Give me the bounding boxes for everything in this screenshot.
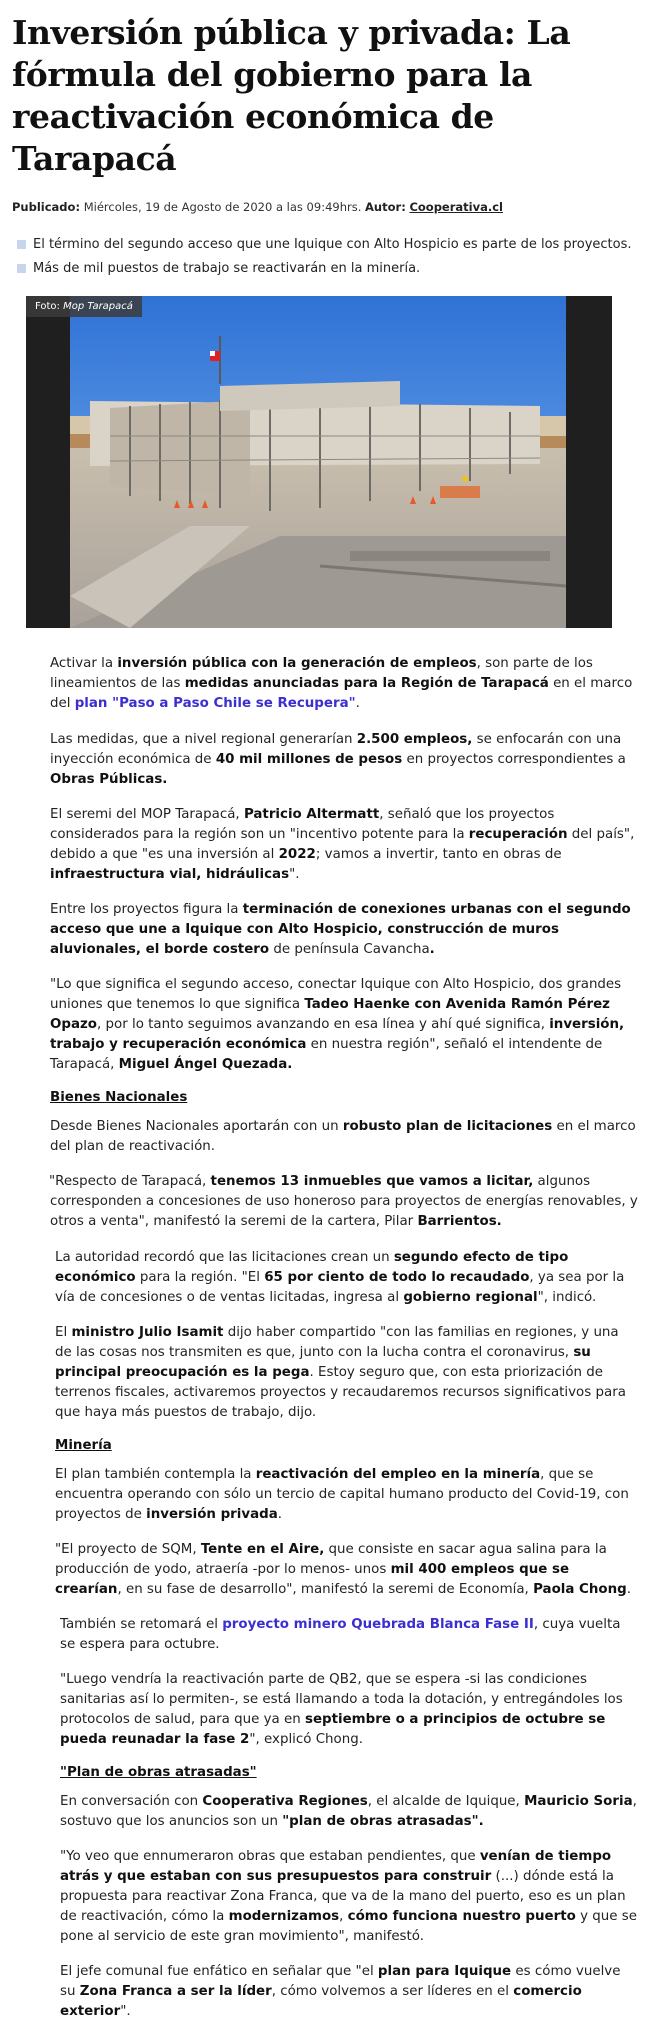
photo-credit-source: Mop Tarapacá [63, 301, 133, 312]
byline [0, 180, 652, 214]
section-heading-obras: "Plan de obras atrasadas" [60, 1765, 257, 1780]
author-link[interactable]: Cooperativa.cl [409, 200, 503, 214]
paragraph: "Lo que significa el segundo acceso, conectar Iquique con Alto Hospicio, dos grandes uniones que tenemos lo que significa Tadeo Haenke con Avenida Ramón Pérez Opazo, por lo tanto seguimos avanzando en esa línea y ahí qué significa, inversión, trabajo y recuperación económica en nuestra región", señaló el intendente de Tarapacá, Miguel Ángel Quezada. [50, 977, 625, 1072]
paragraph: En conversación con Cooperativa Regiones, el alcalde de Iquique, Mauricio Soria, sostuvo que los anuncios son un "plan de obras atrasadas". [60, 1794, 637, 1829]
paragraph: También se retomará el proyecto minero Quebrada Blanca Fase II, cuya vuelta se espera para octubre. [60, 1617, 621, 1652]
paragraph: Desde Bienes Nacionales aportarán con un robusto plan de licitaciones en el marco del plan de reactivación. [50, 1119, 636, 1154]
construction-photo [70, 296, 566, 628]
paragraph: "Luego vendría la reactivación parte de QB2, que se espera -si las condiciones sanitarias así lo permiten-, se está llamando a toda la dotación, y entregándoles los protocolos de salud, para que ya en septiembre o a principios de octubre se pueda reunadar la fase 2", explicó Chong. [60, 1672, 623, 1747]
paragraph: La autoridad recordó que las licitaciones crean un segundo efecto de tipo económico para la región. "El 65 por ciento de todo lo recaudado, ya sea por la vía de concesiones o de ventas licitadas, ingresa al gobierno regional", indicó. [55, 1250, 625, 1305]
article-body [0, 628, 652, 2022]
photo-credit-label: Foto: [35, 301, 60, 312]
paragraph: El plan también contempla la reactivación del empleo en la minería, que se encuentra operando con sólo un tercio de capital humano producto del Covid-19, con proyectos de inversión privada. [55, 1467, 629, 1522]
paragraph: "El proyecto de SQM, Tente en el Aire, que consiste en sacar agua salina para la producción de yodo, atraería -por lo menos- unos mil 400 empleos que se crearían, en su fase de desarrollo", manifestó la seremi de Economía, Paola Chong. [55, 1542, 631, 1597]
summary-list [0, 214, 652, 277]
summary-item: El término del segundo acceso que une Iquique con Alto Hospicio es parte de los proyectos. [15, 237, 632, 253]
construction-site-image [70, 296, 566, 628]
author-label: Autor: [365, 200, 406, 214]
article-title: Inversión pública y privada: La fórmula del gobierno para la reactivación económica de Tarapacá [12, 13, 571, 178]
paragraph: El ministro Julio Isamit dijo haber compartido "con las familias en regiones, y una de las cosas nos transmiten es que, junto con la lucha contra el coronavirus, su principal preocupación es la pega. Estoy seguro que, con esta priorización de terrenos fiscales, activaremos proyectos y recaudaremos recursos significativos para que haya más puestos de trabajo, dijo. [55, 1325, 626, 1420]
published-label: Publicado: [12, 200, 81, 214]
photo-credit [26, 296, 142, 317]
paragraph: "Respecto de Tarapacá, tenemos 13 inmuebles que vamos a licitar, algunos corresponden a concesiones de uso honeroso para proyectos de energías renovables, y otros a venta", manifestó la seremi de la cartera, Pilar Barrientos. [49, 1174, 638, 1229]
paragraph: Las medidas, que a nivel regional generarían 2.500 empleos, se enfocarán con una inyección económica de 40 mil millones de pesos en proyectos correspondientes a Obras Públicas. [50, 732, 626, 787]
plan-link[interactable]: plan "Paso a Paso Chile se Recupera" [74, 696, 356, 711]
paragraph: El jefe comunal fue enfático en señalar que "el plan para Iquique es cómo vuelve su Zona Franca a ser la líder, cómo volvemos a ser líderes en el comercio exterior". [60, 1964, 621, 2019]
paragraph: El seremi del MOP Tarapacá, Patricio Altermatt, señaló que los proyectos considerados para la región son un "incentivo potente para la recuperación del país", debido a que "es una inversión al 2022; vamos a invertir, tanto en obras de infraestructura vial, hidráulicas". [50, 807, 635, 882]
quebrada-blanca-link[interactable]: proyecto minero Quebrada Blanca Fase II [222, 1617, 534, 1632]
paragraph: Entre los proyectos figura la terminación de conexiones urbanas con el segundo acceso que une a Iquique con Alto Hospicio, construcción de muros aluvionales, el borde costero de península Cavancha. [50, 902, 631, 957]
summary-item: Más de mil puestos de trabajo se reactivarán en la minería. [15, 261, 632, 277]
article-photo [26, 296, 612, 628]
section-heading-mineria: Minería [55, 1438, 112, 1453]
published-date: Miércoles, 19 de Agosto de 2020 a las 09:49hrs. [83, 200, 362, 214]
paragraph: "Yo veo que ennumeraron obras que estaban pendientes, que venían de tiempo atrás y que estaban con sus presupuestos para construir (...) dónde está la propuesta para reactivar Zona Franca, que va de la mano del puerto, eso es un plan de reactivación, cómo la modernizamos, cómo funciona nuestro puerto y que se pone al servicio de este gran movimiento", manifestó. [60, 1849, 637, 1944]
paragraph: Activar la inversión pública con la generación de empleos, son parte de los lineamientos de las medidas anunciadas para la Región de Tarapacá en el marco del plan "Paso a Paso Chile se Recupera". [50, 656, 633, 711]
section-heading-bienes: Bienes Nacionales [50, 1090, 188, 1105]
